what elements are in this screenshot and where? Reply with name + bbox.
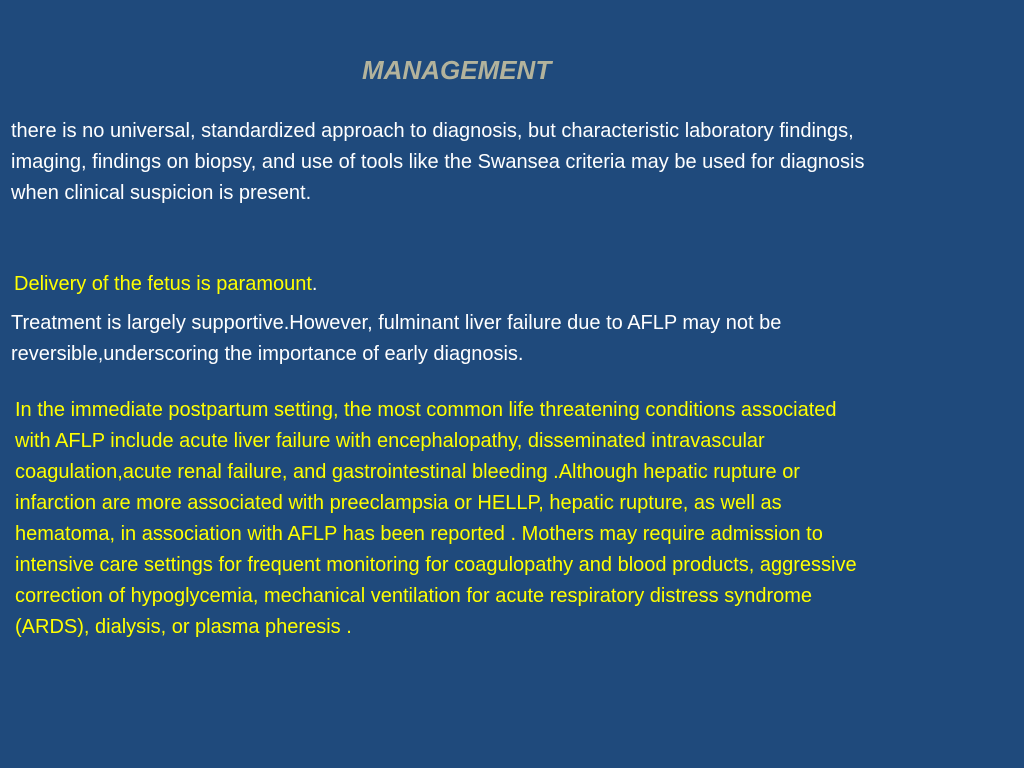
delivery-period: . (311, 273, 318, 295)
delivery-text: Delivery of the fetus is paramount (14, 273, 312, 295)
diagnosis-paragraph: there is no universal, standardized approach to diagnosis, but characteristic laboratory findings, imaging, findings on biopsy, and use of tools like the Swansea criteria may be used for diagnosis when clinical suspicion is present. (11, 120, 865, 204)
treatment-paragraph: Treatment is largely supportive.However, fulminant liver failure due to AFLP may not be reversible,underscoring the importance of early diagnosis. (11, 312, 782, 365)
postpartum-paragraph: In the immediate postpartum setting, the most common life threatening conditions associated with AFLP include acute liver failure with encephalopathy, disseminated intravascular coagulation,acute renal failure, and gastrointestinal bleeding .Although hepatic rupture or infarction are more associated with preeclampsia or HELLP, hepatic rupture, as well as hematoma, in association with AFLP has been reported . Mothers may require admission to intensive care settings for frequent monitoring for coagulopathy and blood products, aggressive correction of hypoglycemia, mechanical ventilation for acute respiratory distress syndrome (ARDS), dialysis, or plasma pheresis . (15, 399, 857, 638)
delivery-paragraph (14, 238, 1014, 300)
slide-title: MANAGEMENT (362, 55, 552, 85)
